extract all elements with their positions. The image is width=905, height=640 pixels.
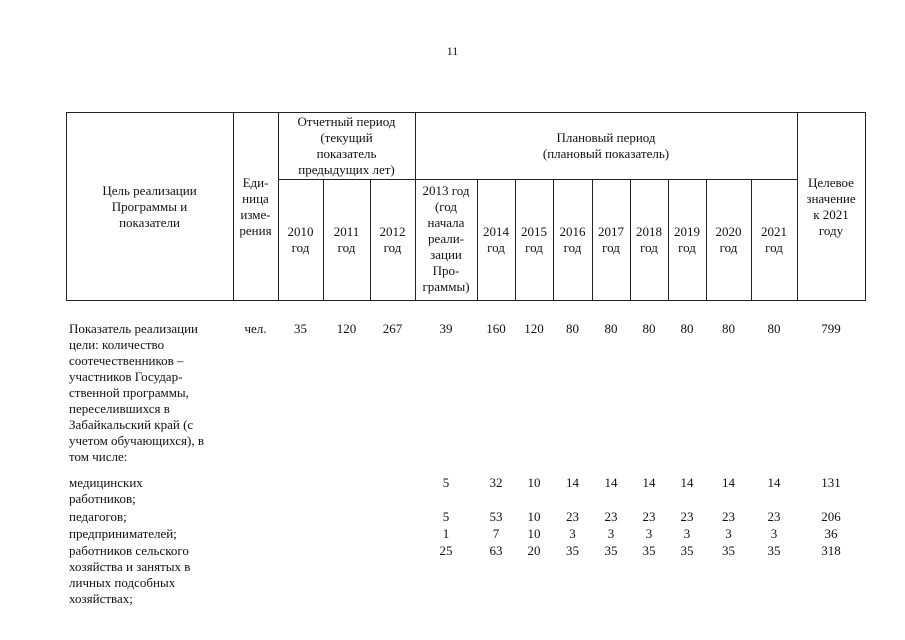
- row-target: 799: [821, 321, 841, 336]
- row-value: 32: [489, 475, 503, 490]
- header-reporting-period: Отчетный период (текущий показатель предыдущих лет): [297, 114, 396, 177]
- row-value: 3: [569, 526, 576, 541]
- row-value: 3: [770, 526, 778, 541]
- row-value: 160: [486, 321, 506, 336]
- row-value: 14: [566, 475, 579, 490]
- row-label: Показатель реализации цели: количество соотечественников – участников Государ- ственной программы, переселившихся в Забайкальский край (с учетом обучающихся), в том числе:: [69, 321, 204, 464]
- page-number: 11: [446, 44, 459, 58]
- row-unit: чел.: [244, 321, 267, 336]
- row-value: 23: [604, 509, 618, 524]
- row-value: 80: [767, 321, 781, 336]
- row-value: 10: [527, 475, 541, 490]
- row-value: 20: [527, 543, 541, 558]
- row-label: педагогов;: [69, 509, 127, 524]
- row-value: 80: [642, 321, 656, 336]
- row-value: 14: [604, 475, 618, 490]
- row-value: 35: [680, 543, 694, 558]
- header-year: 2018 год: [636, 224, 662, 255]
- row-value: 3: [607, 526, 615, 541]
- row-value: 23: [680, 509, 694, 524]
- row-value: 23: [767, 509, 781, 524]
- row-value: 120: [336, 321, 357, 336]
- header-planned-period: Плановый период (плановый показатель): [542, 130, 670, 161]
- row-value: 80: [680, 321, 694, 336]
- header-target: Целевое значение к 2021 году: [806, 175, 856, 238]
- row-value: 35: [294, 321, 307, 336]
- row-value: 3: [645, 526, 653, 541]
- row-target: 318: [821, 543, 841, 558]
- row-label: медицинских работников;: [69, 475, 143, 506]
- row-value: 10: [527, 509, 541, 524]
- row-value: 5: [442, 509, 450, 524]
- row-value: 35: [604, 543, 618, 558]
- row-value: 23: [642, 509, 656, 524]
- row-value: 14: [642, 475, 656, 490]
- row-label: предпринимателей;: [69, 526, 177, 541]
- row-value: 14: [767, 475, 781, 490]
- header-year: 2019 год: [674, 224, 700, 255]
- row-value: 14: [722, 475, 735, 490]
- header-year: 2010 год: [287, 224, 314, 255]
- row-value: 80: [722, 321, 735, 336]
- row-value: 10: [527, 526, 541, 541]
- row-label: работников сельского хозяйства и занятых в личных подсобных хозяйствах;: [69, 543, 191, 606]
- row-value: 80: [604, 321, 618, 336]
- header-year: 2011 год: [333, 224, 360, 255]
- row-value: 23: [566, 509, 579, 524]
- table-header: [66, 112, 866, 301]
- row-value: 7: [492, 526, 500, 541]
- row-value: 1: [442, 526, 450, 541]
- header-year: 2020 год: [715, 224, 742, 255]
- row-value: 3: [725, 526, 732, 541]
- row-value: 35: [642, 543, 656, 558]
- row-value: 3: [683, 526, 691, 541]
- row-value: 35: [566, 543, 579, 558]
- row-value: 14: [680, 475, 694, 490]
- row-value: 39: [439, 321, 453, 336]
- header-year: 2015 год: [521, 224, 547, 255]
- row-value: 267: [382, 321, 403, 336]
- row-target: 131: [821, 475, 841, 490]
- row-value: 5: [442, 475, 450, 490]
- header-goal: Цель реализации Программы и показатели: [102, 183, 197, 230]
- row-target: 36: [824, 526, 838, 541]
- header-year: 2021 год: [761, 224, 787, 255]
- header-year: 2012 год: [379, 224, 406, 255]
- row-value: 63: [489, 543, 503, 558]
- row-value: 23: [722, 509, 735, 524]
- header-year: 2013 год (год начала реали- зации Про- граммы): [422, 183, 470, 294]
- row-value: 80: [566, 321, 579, 336]
- row-value: 53: [489, 509, 503, 524]
- row-value: 120: [524, 321, 544, 336]
- row-value: 25: [439, 543, 453, 558]
- row-target: 206: [821, 509, 841, 524]
- row-value: 35: [767, 543, 781, 558]
- row-value: 35: [722, 543, 735, 558]
- header-unit: Еди- ница изме- рения: [239, 175, 272, 238]
- header-year: 2014 год: [483, 224, 509, 255]
- header-year: 2017 год: [598, 224, 624, 255]
- header-year: 2016 год: [559, 224, 586, 255]
